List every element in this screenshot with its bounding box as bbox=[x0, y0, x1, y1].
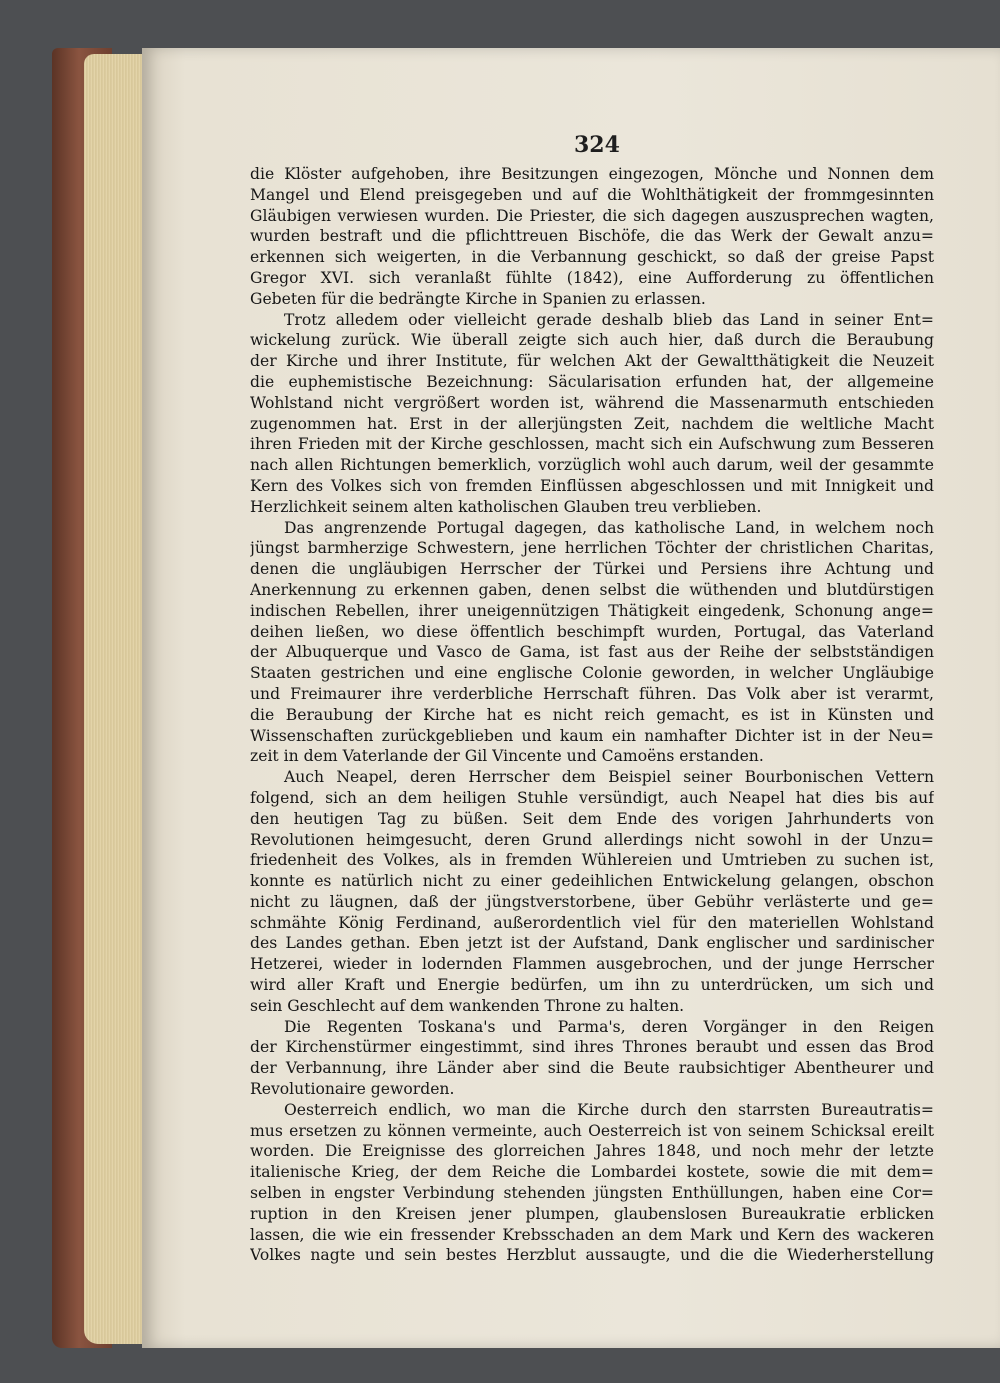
text-line: sein Geschlecht auf dem wankenden Throne zu halten. bbox=[250, 996, 685, 1015]
text-line: Revolutionaire geworden. bbox=[250, 1080, 455, 1099]
text-line: Oesterreich endlich, wo man die Kirche durch den starrsten Bureautratis= bbox=[284, 1100, 934, 1119]
text-line: Gläubigen verwiesen wurden. Die Priester, die sich dagegen auszusprechen wagten, bbox=[250, 206, 934, 225]
text-line: die Beraubung der Kirche hat es nicht reich gemacht, es ist in Künsten und bbox=[250, 705, 934, 724]
text-line: Die Regenten Toskana's und Parma's, deren Vorgänger in den Reigen bbox=[284, 1017, 934, 1036]
text-line: wurden bestraft und die pflichttreuen Bischöfe, die das Werk der Gewalt anzu= bbox=[250, 227, 934, 246]
text-line: italienische Krieg, der dem Reiche die Lombardei kostete, sowie die mit dem= bbox=[250, 1163, 934, 1182]
body-text bbox=[250, 164, 934, 1266]
text-line: wird aller Kraft und Energie bedürfen, um ihn zu unterdrücken, um sich und bbox=[250, 976, 934, 995]
text-line: Gebeten für die bedrängte Kirche in Spanien zu erlassen. bbox=[250, 289, 706, 308]
text-line: lassen, die wie ein fressender Krebsschaden an dem Mark und Kern des wackeren bbox=[250, 1225, 934, 1244]
text-line: des Landes gethan. Eben jetzt ist der Aufstand, Dank englischer und sardinischer bbox=[250, 934, 934, 953]
text-line: der Kirche und ihrer Institute, für welchen Akt der Gewaltthätigkeit die Neuzeit bbox=[250, 352, 934, 371]
text-line: der Albuquerque und Vasco de Gama, ist fast aus der Reihe der selbstständigen bbox=[250, 643, 934, 662]
text-line: den heutigen Tag zu büßen. Seit dem Ende des vorigen Jahrhunderts von bbox=[250, 809, 934, 828]
text-line: ruption in den Kreisen jener plumpen, glaubenslosen Bureaukratie erblicken bbox=[250, 1204, 934, 1223]
text-line: Staaten gestrichen und eine englische Colonie geworden, in welcher Ungläubige bbox=[250, 664, 934, 683]
text-line: Gregor XVI. sich veranlaßt fühlte (1842), eine Aufforderung zu öffentlichen bbox=[250, 268, 934, 287]
text-line: und Freimaurer ihre verderbliche Herrschaft führen. Das Volk aber ist verarmt, bbox=[250, 684, 934, 703]
text-line: Herzlichkeit seinem alten katholischen Glauben treu verblieben. bbox=[250, 497, 762, 516]
text-line: Wohlstand nicht vergrößert worden ist, während die Massenarmuth entschieden bbox=[250, 393, 934, 412]
text-line: zugenommen hat. Erst in der allerjüngsten Zeit, nachdem die weltliche Macht bbox=[250, 414, 934, 433]
text-line: jüngst barmherzige Schwestern, jene herrlichen Töchter der christlichen Charitas, bbox=[250, 539, 934, 558]
text-line: indischen Rebellen, ihrer uneigennützigen Thätigkeit eingedenk, Schonung ange= bbox=[250, 601, 934, 620]
text-line: worden. Die Ereignisse des glorreichen Jahres 1848, und noch mehr der letzte bbox=[250, 1142, 934, 1161]
text-line: folgend, sich an dem heiligen Stuhle versündigt, auch Neapel hat dies bis auf bbox=[250, 788, 934, 807]
text-line: konnte es natürlich nicht zu einer gedeihlichen Entwickelung gelangen, obschon bbox=[250, 872, 934, 891]
text-line: selben in engster Verbindung stehenden jüngsten Enthüllungen, haben eine Cor= bbox=[250, 1184, 934, 1203]
text-line: Volkes nagte und sein bestes Herzblut aussaugte, und die die Wiederherstellung bbox=[250, 1246, 934, 1265]
text-line: friedenheit des Volkes, als in fremden Wühlereien und Umtrieben zu suchen ist, bbox=[250, 851, 934, 870]
text-line: zeit in dem Vaterlande der Gil Vincente und Camoëns erstanden. bbox=[250, 747, 764, 766]
text-line: Hetzerei, wieder in lodernden Flammen ausgebrochen, und der junge Herrscher bbox=[250, 955, 934, 974]
text-line: der Verbannung, ihre Länder aber sind die Beute raubsichtiger Abentheurer und bbox=[250, 1059, 934, 1078]
text-line: nach allen Richtungen bemerklich, vorzüglich wohl auch darum, weil der gesammte bbox=[250, 456, 934, 475]
text-line: Trotz alledem oder vielleicht gerade deshalb blieb das Land in seiner Ent= bbox=[284, 310, 934, 329]
text-line: mus ersetzen zu können vermeinte, auch Oesterreich ist von seinem Schicksal ereilt bbox=[250, 1121, 934, 1140]
text-line: denen die ungläubigen Herrscher der Türkei und Persiens ihre Achtung und bbox=[250, 560, 934, 579]
text-line: die euphemistische Bezeichnung: Säcularisation erfunden hat, der allgemeine bbox=[250, 372, 934, 391]
text-line: der Kirchenstürmer eingestimmt, sind ihres Thrones beraubt und essen das Brod bbox=[250, 1038, 934, 1057]
text-line: Mangel und Elend preisgegeben und auf die Wohlthätigkeit der frommgesinnten bbox=[250, 185, 934, 204]
text-line: Das angrenzende Portugal dagegen, das katholische Land, in welchem noch bbox=[284, 518, 934, 537]
text-line: ihren Frieden mit der Kirche geschlossen, macht sich ein Aufschwung zum Besseren bbox=[250, 435, 934, 454]
text-line: die Klöster aufgehoben, ihre Besitzungen eingezogen, Mönche und Nonnen dem bbox=[250, 165, 934, 183]
text-line: Revolutionen heimgesucht, deren Grund allerdings nicht sowohl in der Unzu= bbox=[250, 830, 934, 849]
text-line: Auch Neapel, deren Herrscher dem Beispiel seiner Bourbonischen Vettern bbox=[284, 768, 934, 787]
text-line: Anerkennung zu erkennen gaben, denen selbst die wüthenden und blutdürstigen bbox=[250, 580, 934, 599]
text-line: Kern des Volkes sich von fremden Einflüssen abgeschlossen und mit Innigkeit und bbox=[250, 476, 934, 495]
text-line: erkennen sich weigerten, in die Verbannung geschickt, so daß der greise Papst bbox=[250, 248, 934, 267]
text-line: deihen ließen, wo diese öffentlich beschimpft wurden, Portugal, das Vaterland bbox=[250, 622, 934, 641]
text-line: wickelung zurück. Wie überall zeigte sich auch hier, daß durch die Beraubung bbox=[250, 331, 934, 350]
text-line: nicht zu läugnen, daß der jüngstverstorbene, über Gebühr verlästerte und ge= bbox=[250, 892, 934, 911]
text-line: schmähte König Ferdinand, außerordentlich viel für den materiellen Wohlstand bbox=[250, 913, 934, 932]
page-number: 324 bbox=[574, 132, 620, 158]
text-line: Wissenschaften zurückgeblieben und kaum ein namhafter Dichter ist in der Neu= bbox=[250, 726, 934, 745]
